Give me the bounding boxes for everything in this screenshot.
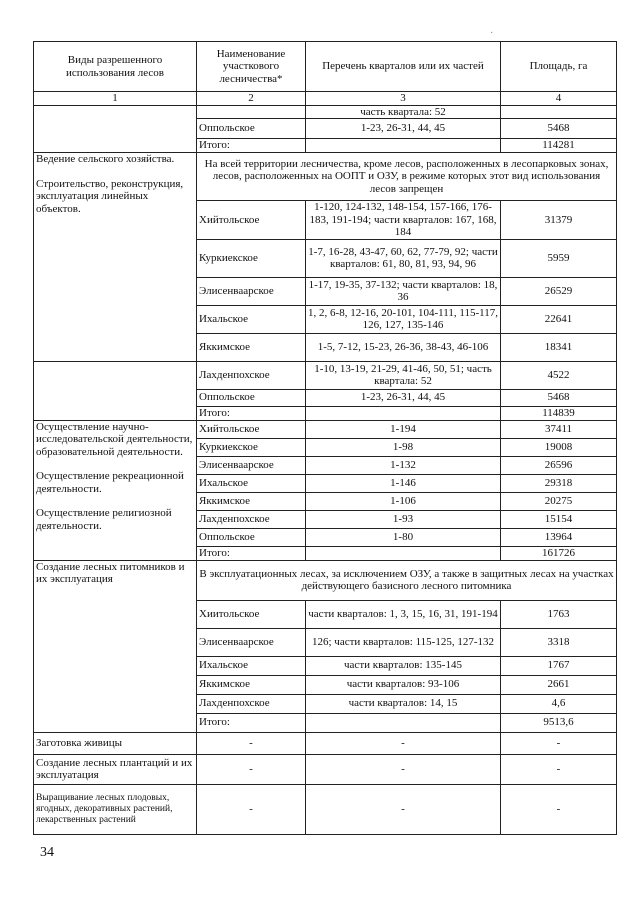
quarters-cell: части кварталов: 1, 3, 15, 16, 31, 191-194 xyxy=(306,600,501,628)
quarters-cell: части кварталов: 14, 15 xyxy=(306,694,501,713)
quarters-cell: 1-194 xyxy=(306,420,501,438)
area-cell: 19008 xyxy=(501,438,617,456)
forestry-cell: Оппольское xyxy=(197,528,306,546)
quarters-cell: части кварталов: 135-145 xyxy=(306,656,501,675)
area-cell: 22641 xyxy=(501,305,617,333)
area-cell: 3318 xyxy=(501,628,617,656)
area-cell: - xyxy=(501,732,617,754)
forestry-cell: Куркиекское xyxy=(197,239,306,277)
forestry-cell: Элисенваарское xyxy=(197,277,306,305)
use-text: Осуществление рекреационной деятельности. xyxy=(36,470,184,495)
use-cell-empty xyxy=(34,361,197,420)
area-cell: 26596 xyxy=(501,456,617,474)
territory-note: На всей территории лесничества, кроме лесов, расположенных в лесопарковых зонах, лесов, расположенных на ООПТ и ОЗУ, в режиме которых этот вид использования лесов запрещен xyxy=(197,153,617,201)
quarters-cell: 1-106 xyxy=(306,492,501,510)
forestry-cell: Хийтольское xyxy=(197,201,306,240)
quarters-cell: 1-23, 26-31, 44, 45 xyxy=(306,119,501,139)
total-label: Итого: xyxy=(197,139,306,153)
use-text: Ведение сельского хозяйства. xyxy=(36,153,175,165)
area-cell: 26529 xyxy=(501,277,617,305)
area-cell: 31379 xyxy=(501,201,617,240)
quarters-cell: 1-7, 16-28, 43-47, 60, 62, 77-79, 92; части кварталов: 61, 80, 81, 93, 94, 96 xyxy=(306,239,501,277)
forestry-cell: - xyxy=(197,784,306,834)
total-value: 114839 xyxy=(501,406,617,420)
forestry-cell: Лахденпохское xyxy=(197,694,306,713)
total-label: Итого: xyxy=(197,713,306,732)
forestry-cell: Ихальское xyxy=(197,656,306,675)
quarters-cell: - xyxy=(306,732,501,754)
quarters-cell-empty xyxy=(306,713,501,732)
header-quarters: Перечень кварталов или их частей xyxy=(306,42,501,92)
area-cell: 5468 xyxy=(501,389,617,406)
forestry-cell: Яккимское xyxy=(197,675,306,694)
use-cell xyxy=(34,153,197,362)
area-cell: 13964 xyxy=(501,528,617,546)
forestry-cell: Лахденпохское xyxy=(197,361,306,389)
area-cell: 5468 xyxy=(501,119,617,139)
forestry-cell-empty xyxy=(197,105,306,119)
quarters-cell: 1, 2, 6-8, 12-16, 20-101, 104-111, 115-117, 126, 127, 135-146 xyxy=(306,305,501,333)
forestry-cell: Оппольское xyxy=(197,389,306,406)
forestry-cell: Элисенваарское xyxy=(197,628,306,656)
forestry-cell: Хиитольское xyxy=(197,600,306,628)
quarters-cell: - xyxy=(306,754,501,784)
forestry-cell: Яккимское xyxy=(197,492,306,510)
area-cell: 1763 xyxy=(501,600,617,628)
quarters-cell-empty xyxy=(306,406,501,420)
area-cell: 15154 xyxy=(501,510,617,528)
area-cell: - xyxy=(501,754,617,784)
area-cell: 5959 xyxy=(501,239,617,277)
use-cell: Создание лесных питомников и их эксплуатация xyxy=(34,560,197,732)
total-value: 161726 xyxy=(501,546,617,560)
area-cell: 1767 xyxy=(501,656,617,675)
quarters-cell: части кварталов: 93-106 xyxy=(306,675,501,694)
forestry-cell: Яккимское xyxy=(197,333,306,361)
quarters-cell: 1-93 xyxy=(306,510,501,528)
area-cell: 20275 xyxy=(501,492,617,510)
area-cell: 4522 xyxy=(501,361,617,389)
use-text: Строительство, реконструкция, эксплуатация линейных объектов. xyxy=(36,177,184,215)
quarters-cell: 1-23, 26-31, 44, 45 xyxy=(306,389,501,406)
header-area: Площадь, га xyxy=(501,42,617,92)
header-use-type: Виды разрешенного использования лесов xyxy=(34,42,197,92)
quarters-cell: 1-10, 13-19, 21-29, 41-46, 50, 51; часть квартала: 52 xyxy=(306,361,501,389)
forestry-cell: Куркиекское xyxy=(197,438,306,456)
quarters-cell-empty xyxy=(306,546,501,560)
quarters-cell: - xyxy=(306,784,501,834)
col-number: 3 xyxy=(306,92,501,106)
area-cell: 18341 xyxy=(501,333,617,361)
area-cell: 37411 xyxy=(501,420,617,438)
total-label: Итого: xyxy=(197,406,306,420)
use-text: Осуществление религиозной деятельности. xyxy=(36,507,172,532)
col-number: 1 xyxy=(34,92,197,106)
forestry-cell: Оппольское xyxy=(197,119,306,139)
quarters-cell: 1-80 xyxy=(306,528,501,546)
quarters-cell: 1-17, 19-35, 37-132; части кварталов: 18, 36 xyxy=(306,277,501,305)
scan-mark: · xyxy=(490,28,494,39)
area-cell: 2661 xyxy=(501,675,617,694)
quarters-cell: 126; части кварталов: 115-125, 127-132 xyxy=(306,628,501,656)
forestry-cell: Элисенваарское xyxy=(197,456,306,474)
forestry-cell: Хийтольское xyxy=(197,420,306,438)
page-number: 34 xyxy=(40,845,54,860)
forestry-cell: - xyxy=(197,732,306,754)
use-text: Осуществление научно-исследовательской деятельности, образовательной деятельности. xyxy=(36,420,193,458)
quarters-cell: 1-132 xyxy=(306,456,501,474)
col-number: 4 xyxy=(501,92,617,106)
col-number: 2 xyxy=(197,92,306,106)
forest-use-table xyxy=(33,41,617,835)
use-cell xyxy=(34,420,197,560)
forestry-cell: - xyxy=(197,754,306,784)
forestry-cell: Ихальское xyxy=(197,474,306,492)
use-cell: Выращивание лесных плодовых, ягодных, декоративных растений, лекарственных растений xyxy=(34,784,197,834)
area-cell: 4,6 xyxy=(501,694,617,713)
use-cell: Создание лесных плантаций и их эксплуатация xyxy=(34,754,197,784)
area-cell: - xyxy=(501,784,617,834)
use-cell-empty xyxy=(34,105,197,153)
use-cell: Заготовка живицы xyxy=(34,732,197,754)
quarters-cell: 1-146 xyxy=(306,474,501,492)
quarters-cell: часть квартала: 52 xyxy=(306,105,501,119)
quarters-cell-empty xyxy=(306,139,501,153)
total-value: 9513,6 xyxy=(501,713,617,732)
total-label: Итого: xyxy=(197,546,306,560)
total-value: 114281 xyxy=(501,139,617,153)
area-cell-empty xyxy=(501,105,617,119)
header-forestry: Наименование участкового лесничества* xyxy=(197,42,306,92)
forestry-cell: Ихальское xyxy=(197,305,306,333)
quarters-cell: 1-120, 124-132, 148-154, 157-166, 176-183, 191-194; части кварталов: 167, 168, 184 xyxy=(306,201,501,240)
territory-note: В эксплуатационных лесах, за исключением ОЗУ, а также в защитных лесах на участках действующего базисного лесного питомника xyxy=(197,560,617,600)
quarters-cell: 1-5, 7-12, 15-23, 26-36, 38-43, 46-106 xyxy=(306,333,501,361)
forestry-cell: Лахденпохское xyxy=(197,510,306,528)
area-cell: 29318 xyxy=(501,474,617,492)
quarters-cell: 1-98 xyxy=(306,438,501,456)
